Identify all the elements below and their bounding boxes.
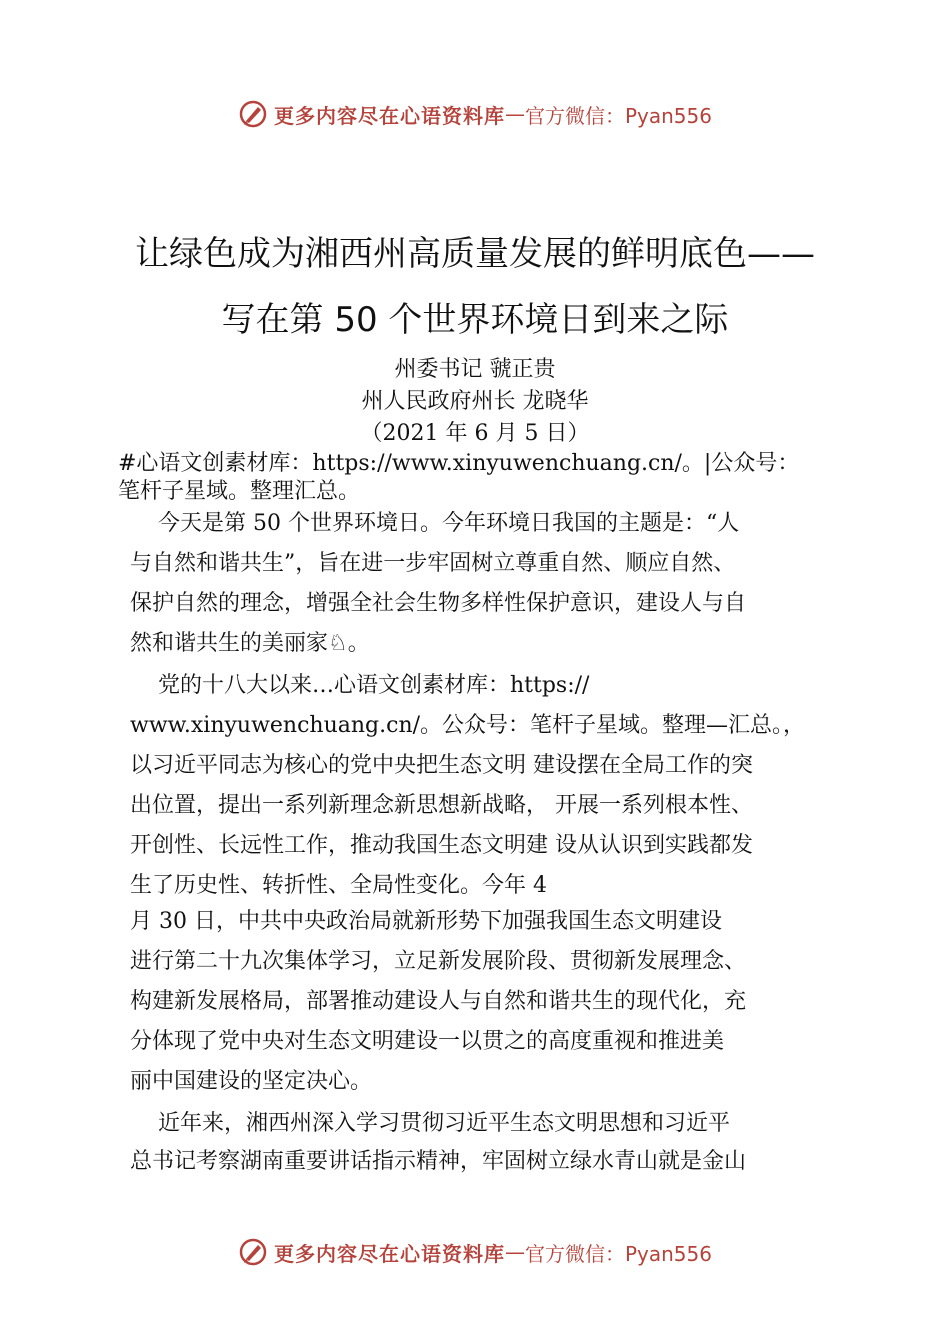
body-line: 丽中国建设的坚定决心。	[130, 1069, 373, 1094]
body-line: 进行第二十九次集体学习，立足新发展阶段、贯彻新发展理念、	[130, 949, 747, 974]
doc-title-line-1: 让绿色成为湘西州高质量发展的鲜明底色——	[135, 234, 815, 274]
doc-title-line-2: 写在第 50 个世界环境日到来之际	[221, 300, 729, 340]
pen-logo-icon	[238, 1237, 268, 1267]
body-line: 笔杆子星域。整理汇总。	[118, 479, 361, 504]
pen-logo-icon	[238, 99, 268, 129]
footer-banner	[0, 1232, 950, 1272]
banner-wechat: 官方微信：Pyan556	[524, 103, 712, 128]
author-line-1: 州委书记 虢正贵	[394, 357, 556, 382]
banner-separator: —	[504, 102, 525, 126]
author-line-2: 州人民政府州长 龙晓华	[361, 389, 589, 414]
banner-text: 更多内容尽在心语资料库	[273, 103, 505, 128]
body-line: 然和谐共生的美丽家♘。	[130, 631, 370, 656]
body-line: 开创性、长远性工作，推动我国生态文明建 设从认识到实践都发	[130, 833, 753, 858]
body-line: 分体现了党中央对生态文明建设一以贯之的高度重视和推进美	[130, 1029, 725, 1054]
banner-separator: —	[504, 1240, 525, 1264]
body-line: 总书记考察湖南重要讲话指示精神，牢固树立绿水青山就是金山	[130, 1149, 747, 1174]
body-line: 与自然和谐共生”，旨在进一步牢固树立尊重自然、顺应自然、	[130, 551, 736, 576]
body-line: 保护自然的理念，增强全社会生物多样性保护意识，建设人与自	[130, 591, 747, 616]
body-line: www.xinyuwenchuang.cn/。公众号：笔杆子星域。整理—汇总。，	[130, 713, 806, 738]
date-line: （2021 年 6 月 5 日）	[360, 421, 590, 446]
body-line: 构建新发展格局，部署推动建设人与自然和谐共生的现代化，充	[130, 989, 747, 1014]
body-line: #心语文创素材库：https://www.xinyuwenchuang.cn/。|公众号：	[118, 451, 800, 476]
banner-wechat: 官方微信：Pyan556	[524, 1241, 712, 1266]
body-line: 今天是第 50 个世界环境日。今年环境日我国的主题是：“人	[130, 511, 740, 536]
body-line: 近年来，湘西州深入学习贯彻习近平生态文明思想和习近平	[130, 1111, 730, 1136]
header-banner	[0, 94, 950, 134]
banner-text: 更多内容尽在心语资料库	[273, 1241, 505, 1266]
body-line: 月 30 日，中共中央政治局就新形势下加强我国生态文明建设	[130, 909, 722, 934]
body-line: 生了历史性、转折性、全局性变化。今年 4	[130, 873, 547, 898]
body-line: 出位置，提出一系列新理念新思想新战略， 开展一系列根本性、	[130, 793, 753, 818]
body-line: 党的十八大以来…心语文创素材库：https://	[130, 673, 590, 698]
body-line: 以习近平同志为核心的党中央把生态文明 建设摆在全局工作的突	[130, 753, 753, 778]
